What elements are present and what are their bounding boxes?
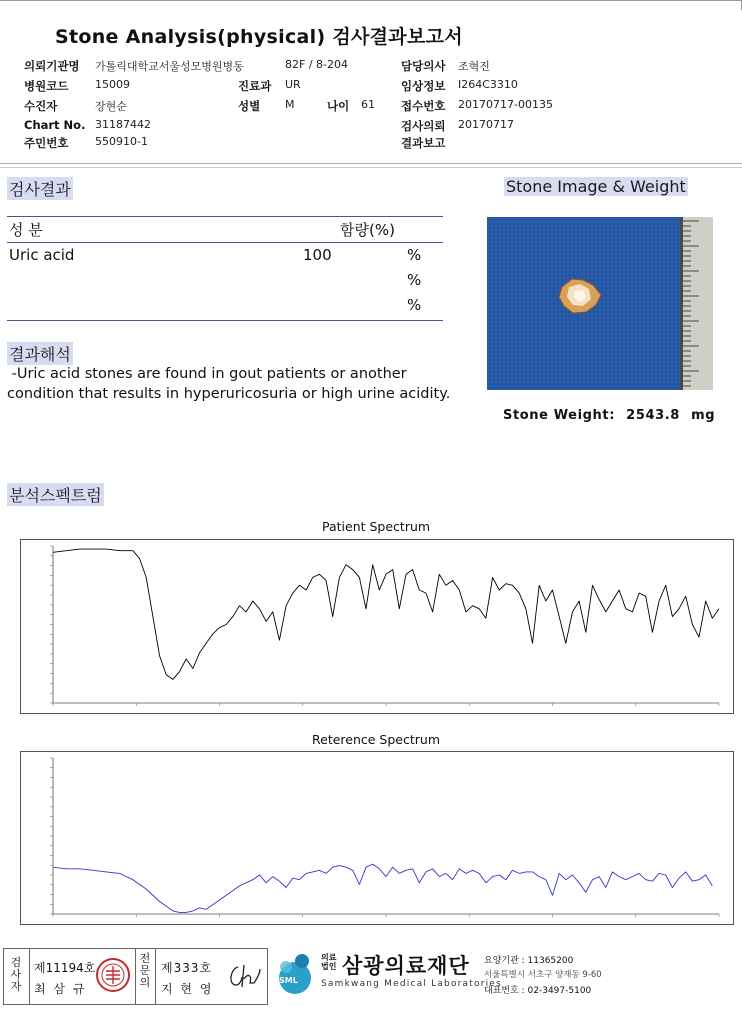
results-section-title: 검사결과 <box>7 177 73 200</box>
org-phone: 대표번호 : 02-3497-5100 <box>484 986 592 996</box>
sml-logo <box>272 951 318 997</box>
chart-no-value: 31187442 <box>95 118 151 131</box>
reference-spectrum-title: Reterence Spectrum <box>312 732 440 747</box>
header-divider <box>0 163 742 168</box>
seal-icon <box>95 957 131 993</box>
institution-value: 가톨릭대학교서울성모병원병동 <box>95 60 244 73</box>
request-date-value: 20170717 <box>458 118 514 131</box>
results-table-bottom-rule <box>7 320 443 321</box>
stone-photo <box>487 217 713 390</box>
stone-weight-value: 2543.8 <box>626 408 680 423</box>
table-row-value: 100 <box>303 246 332 264</box>
doctor-value: 조혁진 <box>458 60 490 73</box>
doctor-label: 담당의사 <box>401 59 446 73</box>
interpretation-line-2: condition that results in hyperuricosuria or high urine acidity. <box>7 386 451 402</box>
institution-label: 의뢰기관명 <box>24 59 80 73</box>
stone-weight-label: Stone Weight: <box>503 408 616 423</box>
reference-spectrum-chart <box>20 751 734 925</box>
specialist-label: 전문의 <box>139 952 151 989</box>
inspector-seal <box>95 957 131 993</box>
specialist-signature <box>224 959 264 993</box>
hospital-code-label: 병원코드 <box>24 79 69 93</box>
clinical-info-value: I264C3310 <box>458 78 518 91</box>
results-table-header-rule <box>7 242 443 243</box>
spectrum-line <box>53 549 719 679</box>
hospital-code-value: 15009 <box>95 78 130 91</box>
reference-spectrum-svg <box>21 752 733 924</box>
org-small-label: 의료법인 <box>321 953 337 971</box>
age-label: 나이 <box>327 99 350 113</box>
patient-spectrum-chart <box>20 539 734 714</box>
org-address: 서울특별시 서초구 양재동 9-60 <box>484 970 602 980</box>
org-english: Samkwang Medical Laboratories <box>321 979 502 989</box>
stone-section-title: Stone Image & Weight <box>506 177 686 196</box>
ward-value: 82F / 8-204 <box>285 58 348 71</box>
report-title: Stone Analysis(physical) 검사결과보고서 <box>55 26 463 48</box>
report-label: 결과보고 <box>401 136 446 150</box>
patient-spectrum-title: Patient Spectrum <box>322 519 431 534</box>
department-label: 진료과 <box>238 79 272 93</box>
org-name: 삼광의료재단 <box>342 954 470 978</box>
sex-value: M <box>285 98 295 111</box>
sml-logo-icon <box>272 951 318 997</box>
patient-label: 수진자 <box>24 99 58 113</box>
stone-photo-image <box>487 217 713 390</box>
interpretation-line-1: -Uric acid stones are found in gout patients or another <box>7 366 407 382</box>
table-row-unit: % <box>407 271 422 289</box>
patient-spectrum-svg <box>21 540 733 713</box>
signature-box <box>3 948 268 1005</box>
inspector-license: 제11194호 <box>34 961 96 975</box>
table-row-unit: % <box>407 246 422 264</box>
stone-weight-unit: mg <box>691 408 716 423</box>
receipt-no-value: 20170717-00135 <box>458 98 553 111</box>
inspector-label: 검사자 <box>10 956 22 993</box>
spectrum-axes <box>53 546 719 703</box>
clinical-info-label: 임상정보 <box>401 79 446 93</box>
request-date-label: 검사의뢰 <box>401 119 446 133</box>
signature-divider-2 <box>135 949 136 1004</box>
results-col-component: 성 분 <box>9 221 43 239</box>
resident-no-label: 주민번호 <box>24 136 69 150</box>
stone-weight <box>503 408 715 423</box>
spectrum-section-title: 분석스펙트럼 <box>7 483 104 506</box>
receipt-no-label: 접수번호 <box>401 99 446 113</box>
table-row-unit: % <box>407 296 422 314</box>
sml-text: SML <box>279 976 298 985</box>
sex-label: 성별 <box>238 99 261 113</box>
org-code: 요양기관 : 11365200 <box>484 956 574 966</box>
resident-no-value: 550910-1 <box>95 135 148 148</box>
table-row-component: Uric acid <box>9 246 75 264</box>
spectrum-axes <box>53 758 719 914</box>
signature-divider-1 <box>29 949 30 1004</box>
results-col-content: 함량(%) <box>340 221 395 239</box>
patient-value: 장현순 <box>95 100 127 113</box>
specialist-license: 제333호 <box>161 961 213 975</box>
top-border <box>0 0 742 10</box>
spectrum-line <box>53 864 712 912</box>
department-value: UR <box>285 78 301 91</box>
results-table-top-rule <box>7 216 443 217</box>
signature-divider-3 <box>155 949 156 1004</box>
age-value: 61 <box>361 98 375 111</box>
inspector-name: 최 삼 규 <box>34 982 87 996</box>
specialist-name: 지 현 영 <box>161 982 214 996</box>
interpretation-section-title: 결과해석 <box>7 342 73 365</box>
signature-icon <box>224 959 264 993</box>
chart-no-label: Chart No. <box>24 118 86 132</box>
